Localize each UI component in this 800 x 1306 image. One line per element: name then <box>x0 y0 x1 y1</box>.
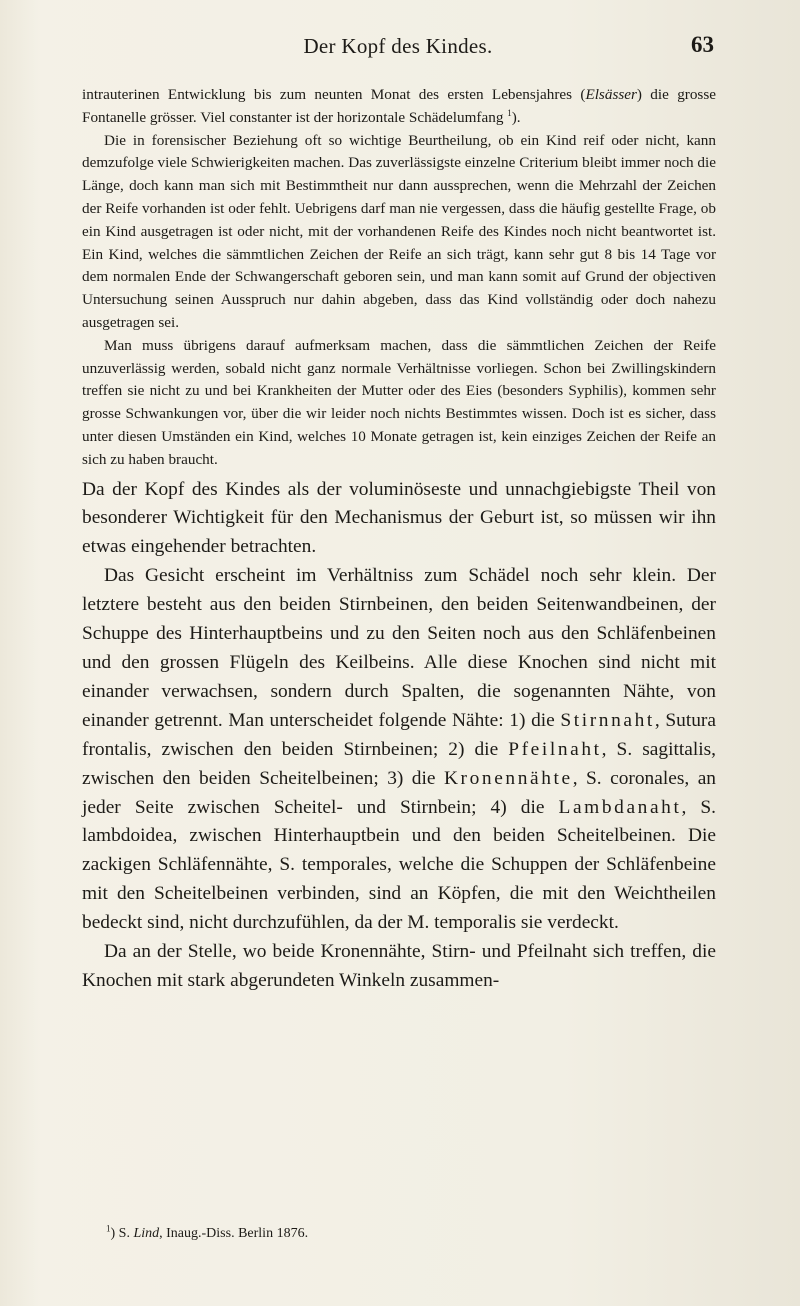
suture-term: Stirnnaht <box>560 709 655 731</box>
paragraph: Die in forensischer Beziehung oft so wichtige Beurtheilung, ob ein Kind reif oder nicht, kann demzufolge viele Schwierigkeiten machen. Das zuverlässigste einzelne Criterium bleibt immer noch die Länge, doch kann man sich mit Bestimmtheit nur dann aussprechen, wenn die Mehrzahl der Zeichen der Reife vorhanden ist oder fehlt. Uebrigens darf man nie vergessen, dass die häufig gestellte Frage, ob ein Kind ausgetragen ist oder nicht, mit der vorhandenen Reife des Kindes noch nicht beantwortet ist. Ein Kind, welches die sämmtlichen Zeichen der Reife an sich trägt, kann sehr gut 8 bis 14 Tage vor dem normalen Ende der Schwangerschaft geboren sein, und man kann somit auf Grund der objectiven Untersuchung seinen Ausspruch nur dahin abgeben, dass das Kind vollständig oder doch nahezu ausgetragen sei. <box>82 131 716 331</box>
page-header <box>82 34 714 64</box>
suture-term: Pfeilnaht <box>508 738 602 760</box>
paragraph: Man muss übrigens darauf aufmerksam machen, dass die sämmtlichen Zeichen der Reife unzuverlässig werden, sobald nicht ganz normale Verhältnisse vorliegen. Schon bei Zwillingskindern treffen sie nicht zu und bei Krankheiten der Mutter oder des Eies (besonders Syphilis), kommen sehr grosse Schwankungen vor, über die wir leider noch nichts Bestimmtes wissen. Doch ist es sicher, dass unter diesen Umständen ein Kind, welches 10 Monate getragen ist, kein einziges Zeichen der Reife an sich zu haben braucht. <box>82 336 716 468</box>
page-number: 63 <box>691 32 714 57</box>
page-shadow <box>0 0 40 1306</box>
footnote-ref: 1 <box>507 107 512 118</box>
body-text <box>82 84 716 996</box>
suture-term: Lambdanaht <box>558 796 682 818</box>
paragraph: Da der Kopf des Kindes als der voluminöseste und unnachgiebigste Theil von besonderer Wichtigkeit für den Mechanismus der Geburt ist, so müssen wir ihn etwas eingehender betrachten. <box>82 478 716 558</box>
paragraph: intrauterinen Entwicklung bis zum neunten Monat des ersten Lebensjahres (Elsässer) die grosse Fontanelle grösser. Viel constanter ist der horizontale Schädelumfang $^1$). <box>82 86 716 126</box>
large-print-section <box>82 476 716 996</box>
small-print-section <box>82 84 716 472</box>
footnote-author: Lind <box>133 1226 160 1241</box>
author-name: Elsässer <box>585 86 637 103</box>
running-title: Der Kopf des Kindes. <box>303 34 493 58</box>
paragraph: Da an der Stelle, wo beide Kronennähte, Stirn- und Pfeilnaht sich treffen, die Knochen mit stark abgerundeten Winkeln zusammen- <box>82 941 716 991</box>
paragraph: Das Gesicht erscheint im Verhältniss zum Schädel noch sehr klein. Der letztere besteht aus den beiden Stirnbeinen, den beiden Seitenwandbeinen, der Schuppe des Hinterhauptbeins und zu den Seiten noch aus den Schläfenbeinen und den grossen Flügeln des Keilbeins. Alle diese Knochen sind nicht mit einander verwachsen, sondern durch Spalten, die sogenannten Nähte, von einander getrennt. Man unterscheidet folgende Nähte: 1) die Stirnnaht, Sutura frontalis, zwischen den beiden Stirnbeinen; 2) die Pfeilnaht, S. sagittalis, zwischen den beiden Scheitelbeinen; 3) die Kronennähte, S. coronales, an jeder Seite zwischen Scheitel- und Stirnbein; 4) die Lambdanaht, S. lambdoidea, zwischen Hinterhauptbein und den beiden Scheitelbeinen. Die zackigen Schläfennähte, S. temporales, welche die Schuppen der Schläfenbeine mit den Scheitelbeinen verbinden, sind an Köpfen, die mit den Weichtheilen bedeckt sind, nicht durchzufühlen, da der M. temporalis sie verdeckt. <box>82 565 717 934</box>
suture-term: Kronennähte <box>443 767 573 789</box>
footnote: $^1$) S. Lind, Inaug.-Diss. Berlin 1876. <box>106 1223 309 1241</box>
